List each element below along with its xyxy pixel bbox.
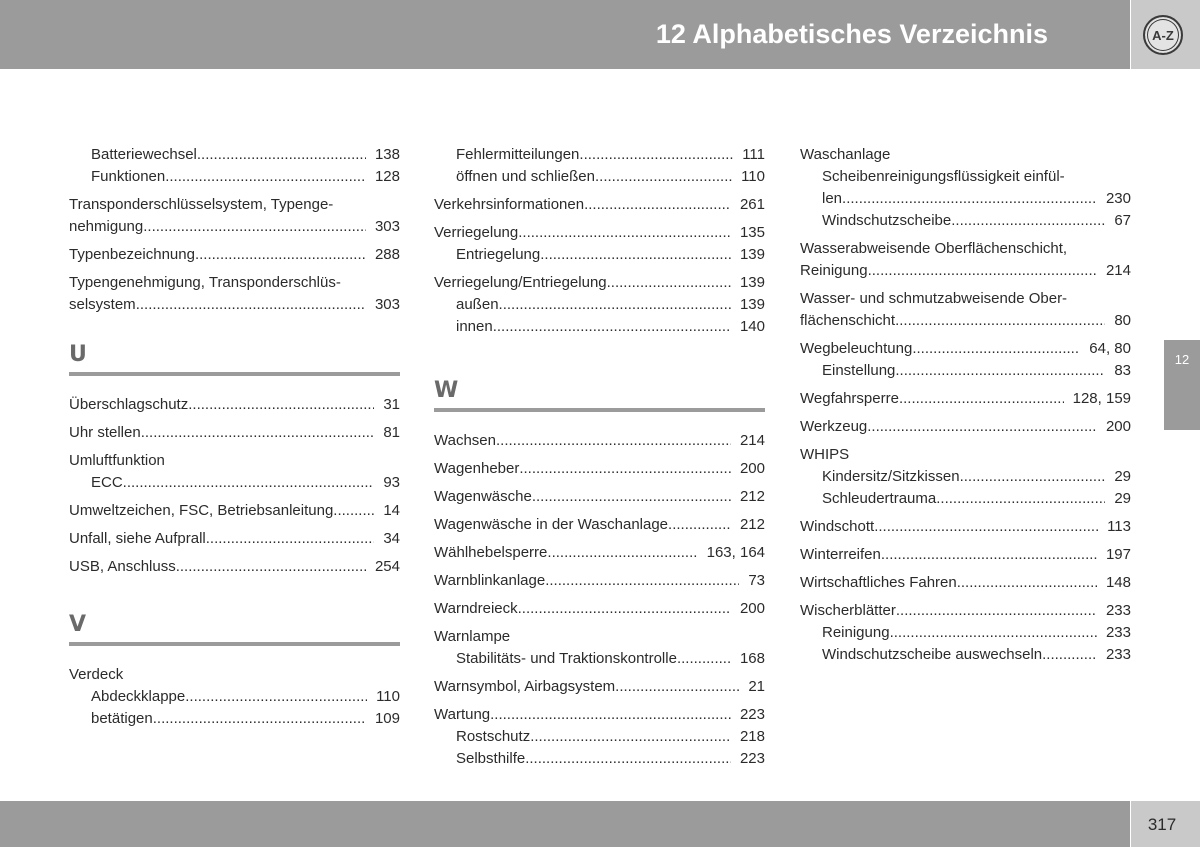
index-subentry: [69, 472, 400, 494]
index-entry: [800, 288, 1131, 332]
entry-page-ref[interactable]: 197: [1105, 546, 1131, 563]
entry-term: Winterreifen: [800, 546, 881, 563]
index-entry: [434, 144, 765, 188]
entry-page-ref[interactable]: 168: [739, 650, 765, 667]
entry-page-ref[interactable]: 230: [1105, 190, 1131, 207]
entry-term: ECC: [91, 474, 123, 491]
dot-leader: [951, 210, 1105, 232]
index-entry-line: [434, 570, 765, 592]
dot-leader: [677, 648, 731, 670]
index-entry-line: [69, 556, 400, 578]
index-column-1: [69, 144, 400, 736]
entry-page-ref[interactable]: 140: [739, 318, 765, 335]
entry-page-ref[interactable]: 81: [383, 424, 400, 441]
index-entry-line: [800, 338, 1131, 360]
index-column-2: [434, 144, 765, 776]
dot-leader: [584, 194, 731, 216]
index-subentry: [800, 188, 1131, 210]
entry-term: WHIPS: [800, 446, 850, 463]
index-entry: [434, 272, 765, 338]
entry-page-ref[interactable]: 80: [1114, 312, 1131, 329]
dot-leader: [895, 310, 1105, 332]
entry-term: Uhr stellen: [69, 424, 141, 441]
index-entry-line: [69, 216, 400, 238]
dot-leader: [493, 316, 731, 338]
dot-leader: [496, 430, 731, 452]
entry-term: Umluftfunktion: [69, 452, 165, 469]
entry-term: Selbsthilfe: [456, 750, 526, 767]
index-entry-line: [434, 272, 765, 294]
index-entry: [69, 144, 400, 188]
index-entry-line: [69, 528, 400, 550]
entry-term: Wagenwäsche in der Waschanlage: [434, 516, 669, 533]
index-entry-line: [69, 244, 400, 266]
entry-page-ref[interactable]: 64, 80: [1089, 340, 1131, 357]
dot-leader: [176, 556, 366, 578]
dot-leader: [895, 360, 1105, 382]
entry-term: Wasserabweisende Oberflächenschicht,: [800, 240, 1068, 257]
index-subentry: [434, 166, 765, 188]
entry-page-ref[interactable]: 109: [374, 710, 400, 727]
index-entry-line: [434, 222, 765, 244]
entry-term: Funktionen: [91, 168, 166, 185]
entry-page-ref[interactable]: 261: [739, 196, 765, 213]
entry-page-ref[interactable]: 110: [741, 168, 765, 185]
dot-leader: [874, 516, 1098, 538]
index-entry-line: [69, 294, 400, 316]
header-bar: [0, 0, 1130, 69]
index-entry-line: [800, 416, 1131, 438]
index-entry: [69, 422, 400, 444]
index-column-3: [800, 144, 1131, 672]
index-subentry: [800, 644, 1131, 666]
dot-leader: [518, 222, 731, 244]
dot-leader: [165, 166, 366, 188]
index-entry: [434, 458, 765, 480]
index-entry: [800, 516, 1131, 538]
index-entry-line: [434, 430, 765, 452]
dot-leader: [143, 216, 366, 238]
dot-leader: [197, 144, 366, 166]
dot-leader: [579, 144, 733, 166]
entry-term: Reinigung: [800, 262, 868, 279]
index-subentry: [434, 316, 765, 338]
index-entry: [434, 430, 765, 452]
dot-leader: [668, 514, 731, 536]
index-entry: [800, 600, 1131, 666]
entry-page-ref[interactable]: 214: [739, 432, 765, 449]
entry-page-ref[interactable]: 138: [374, 146, 400, 163]
entry-page-ref[interactable]: 135: [739, 224, 765, 241]
entry-page-ref[interactable]: 254: [374, 558, 400, 575]
index-entry: [434, 194, 765, 216]
page-number: 317: [1147, 815, 1177, 834]
entry-page-ref[interactable]: 288: [374, 246, 400, 263]
entry-term: Kindersitz/Sitzkissen: [822, 468, 960, 485]
index-subentry: [69, 708, 400, 730]
dot-leader: [960, 466, 1106, 488]
entry-term: Wasser- und schmutzabweisende Ober-: [800, 290, 1068, 307]
entry-term: len.: [822, 190, 847, 207]
dot-leader: [881, 544, 1097, 566]
dot-leader: [607, 272, 731, 294]
entry-page-ref[interactable]: 113: [1107, 518, 1131, 535]
entry-term: selsystem: [69, 296, 136, 313]
index-entry: [800, 544, 1131, 566]
dot-leader: [532, 486, 731, 508]
index-entry-line: [434, 486, 765, 508]
chapter-tab-label: 12: [1174, 352, 1190, 367]
dot-leader: [136, 294, 366, 316]
index-entry: [434, 704, 765, 770]
dot-leader: [206, 528, 375, 550]
dot-leader: [123, 472, 375, 494]
entry-page-ref[interactable]: 200: [739, 600, 765, 617]
index-subentry: [800, 466, 1131, 488]
index-entry-line: [69, 394, 400, 416]
entry-term: Wählhebelsperre: [434, 544, 548, 561]
index-entry: [69, 664, 400, 730]
entry-term: Wagenheber: [434, 460, 520, 477]
dot-leader: [890, 622, 1097, 644]
dot-leader: [530, 726, 731, 748]
section-divider: [69, 642, 400, 646]
chapter-tab[interactable]: [1164, 340, 1200, 430]
entry-term: Werkzeug: [800, 418, 868, 435]
entry-term: Verdeck: [69, 666, 124, 683]
entry-term: Warnblinkanlage: [434, 572, 546, 589]
index-entry: [800, 416, 1131, 438]
entry-term: nehmigung: [69, 218, 144, 235]
entry-term: Unfall, siehe Aufprall: [69, 530, 206, 547]
index-entry: [69, 194, 400, 238]
dot-leader: [490, 704, 731, 726]
dot-leader: [547, 542, 697, 564]
index-entry-line: [800, 310, 1131, 332]
index-entry-line: [800, 600, 1131, 622]
entry-page-ref[interactable]: 139: [739, 274, 765, 291]
entry-page-ref[interactable]: 223: [739, 706, 765, 723]
index-entry-line: [800, 388, 1131, 410]
entry-term: Windschott: [800, 518, 875, 535]
dot-leader: [185, 686, 367, 708]
entry-page-ref[interactable]: 34: [383, 530, 400, 547]
az-index-icon: A-Z: [1143, 15, 1183, 55]
entry-term: Typengenehmigung, Transponderschlüs-: [69, 274, 341, 291]
entry-page-ref[interactable]: 21: [748, 678, 765, 695]
entry-term: Scheibenreinigungsflüssigkeit einfül-: [822, 168, 1065, 185]
entry-page-ref[interactable]: 200: [1105, 418, 1131, 435]
entry-page-ref[interactable]: 233: [1105, 602, 1131, 619]
entry-term: Rostschutz: [456, 728, 531, 745]
entry-page-ref[interactable]: 139: [739, 296, 765, 313]
dot-leader: [936, 488, 1105, 510]
entry-term: Windschutzscheibe: [822, 212, 952, 229]
dot-leader: [333, 500, 374, 522]
index-entry: [800, 238, 1131, 282]
index-entry: [434, 542, 765, 564]
index-entry: [69, 394, 400, 416]
index-entry-line: [800, 544, 1131, 566]
entry-term: USB, Anschluss: [69, 558, 176, 575]
entry-term: flächenschicht: [800, 312, 896, 329]
entry-term: Wachsen: [434, 432, 496, 449]
entry-page-ref[interactable]: 111: [742, 146, 765, 163]
index-subentry: [800, 488, 1131, 510]
index-subentry: [800, 622, 1131, 644]
entry-term: Überschlagschutz: [69, 396, 189, 413]
entry-term: Verriegelung/Entriegelung: [434, 274, 607, 291]
index-entry: [434, 514, 765, 536]
entry-page-ref[interactable]: 212: [739, 516, 765, 533]
dot-leader: [195, 244, 366, 266]
footer-bar: [0, 801, 1130, 847]
entry-term: Abdeckklappe: [91, 688, 186, 705]
dot-leader: [899, 388, 1064, 410]
entry-term: Fehlermitteilungen: [456, 146, 580, 163]
entry-term: Wagenwäsche: [434, 488, 532, 505]
index-entry-line: [434, 704, 765, 726]
entry-page-ref[interactable]: 223: [739, 750, 765, 767]
index-entry: [434, 222, 765, 266]
dot-leader: [912, 338, 1080, 360]
dot-leader: [1042, 644, 1097, 666]
index-subentry: [434, 648, 765, 670]
entry-page-ref[interactable]: 93: [383, 474, 400, 491]
entry-page-ref[interactable]: 214: [1105, 262, 1131, 279]
dot-leader: [141, 422, 375, 444]
index-entry: [800, 388, 1131, 410]
index-entry-line: [800, 572, 1131, 594]
index-subentry: [434, 244, 765, 266]
index-subentry: [434, 748, 765, 770]
index-entry: [69, 556, 400, 578]
section-letter-u: U: [69, 342, 88, 367]
entry-page-ref[interactable]: 218: [739, 728, 765, 745]
entry-term: Waschanlage: [800, 146, 891, 163]
index-entry: [434, 570, 765, 592]
dot-leader: [896, 600, 1097, 622]
index-subentry: [434, 726, 765, 748]
dot-leader: [957, 572, 1097, 594]
dot-leader: [868, 260, 1097, 282]
section-divider: [434, 408, 765, 412]
index-entry: [434, 486, 765, 508]
entry-term: Wegfahrsperre: [800, 390, 899, 407]
index-subentry: [434, 294, 765, 316]
dot-leader: [518, 598, 731, 620]
entry-page-ref[interactable]: 29: [1114, 468, 1131, 485]
entry-term: Verkehrsinformationen: [434, 196, 585, 213]
index-entry-line: [434, 542, 765, 564]
entry-term: Umweltzeichen, FSC, Betriebsanleitung: [69, 502, 334, 519]
entry-page-ref[interactable]: 128, 159: [1072, 390, 1131, 407]
index-entry: [434, 626, 765, 670]
entry-term: öffnen und schließen: [456, 168, 595, 185]
entry-term: außen: [456, 296, 499, 313]
index-subentry: [434, 144, 765, 166]
index-entry-line: [434, 676, 765, 698]
section-letter-w: W: [434, 378, 460, 403]
index-entry: [800, 144, 1131, 232]
dot-leader: [153, 708, 366, 730]
entry-term: Entriegelung: [456, 246, 541, 263]
dot-leader: [188, 394, 374, 416]
index-subentry: [69, 144, 400, 166]
section-divider: [69, 372, 400, 376]
dot-leader: [519, 458, 731, 480]
index-entry: [800, 572, 1131, 594]
index-entry-line: [800, 516, 1131, 538]
entry-page-ref[interactable]: 303: [374, 218, 400, 235]
index-entry-line: [69, 422, 400, 444]
dot-leader: [595, 166, 732, 188]
entry-term: Reinigung: [822, 624, 890, 641]
index-entry: [69, 528, 400, 550]
entry-page-ref[interactable]: 110: [376, 688, 400, 705]
index-entry: [800, 444, 1131, 510]
entry-page-ref[interactable]: 148: [1105, 574, 1131, 591]
entry-term: Windschutzscheibe auswechseln: [822, 646, 1043, 663]
entry-term: Verriegelung: [434, 224, 519, 241]
entry-page-ref[interactable]: 139: [739, 246, 765, 263]
entry-term: Wirtschaftliches Fahren: [800, 574, 957, 591]
index-entry-line: [434, 194, 765, 216]
entry-term: Schleudertrauma: [822, 490, 937, 507]
entry-term: Stabilitäts- und Traktionskontrolle: [456, 650, 677, 667]
index-subentry: [69, 166, 400, 188]
dot-leader: [615, 676, 739, 698]
section-letter-v: V: [69, 612, 88, 637]
entry-term: Warnsymbol, Airbagsystem: [434, 678, 616, 695]
index-entry: [434, 598, 765, 620]
index-entry: [800, 338, 1131, 382]
index-entry: [434, 676, 765, 698]
entry-page-ref[interactable]: 73: [748, 572, 765, 589]
dot-leader: [545, 570, 739, 592]
entry-page-ref[interactable]: 67: [1114, 212, 1131, 229]
entry-term: innen: [456, 318, 493, 335]
entry-page-ref[interactable]: 212: [739, 488, 765, 505]
index-entry-line: [434, 598, 765, 620]
entry-page-ref[interactable]: 233: [1105, 646, 1131, 663]
entry-term: Typenbezeichnung: [69, 246, 195, 263]
entry-term: Transponderschlüsselsystem, Typenge-: [69, 196, 334, 213]
index-entry-line: [69, 500, 400, 522]
entry-term: Wartung: [434, 706, 491, 723]
dot-leader: [867, 416, 1097, 438]
entry-page-ref[interactable]: 303: [374, 296, 400, 313]
index-entry-line: [800, 260, 1131, 282]
index-subentry: [800, 210, 1131, 232]
index-subentry: [800, 360, 1131, 382]
entry-term: Wegbeleuchtung: [800, 340, 913, 357]
entry-term: Warnlampe: [434, 628, 511, 645]
entry-term: Einstellung: [822, 362, 896, 379]
entry-page-ref[interactable]: 163, 164: [706, 544, 765, 561]
dot-leader: [846, 188, 1097, 210]
entry-page-ref[interactable]: 200: [739, 460, 765, 477]
entry-page-ref[interactable]: 128: [374, 168, 400, 185]
entry-page-ref[interactable]: 31: [383, 396, 400, 413]
entry-term: betätigen: [91, 710, 153, 727]
entry-term: Warndreieck: [434, 600, 518, 617]
index-subentry: [69, 686, 400, 708]
index-entry: [69, 500, 400, 522]
entry-page-ref[interactable]: 83: [1114, 362, 1131, 379]
dot-leader: [525, 748, 731, 770]
entry-term: Batteriewechsel: [91, 146, 197, 163]
entry-page-ref[interactable]: 233: [1105, 624, 1131, 641]
index-entry-line: [434, 514, 765, 536]
page-title: 12 Alphabetisches Verzeichnis: [655, 19, 1048, 49]
entry-page-ref[interactable]: 14: [383, 502, 400, 519]
index-entry: [69, 272, 400, 316]
index-entry: [69, 244, 400, 266]
index-entry-line: [434, 458, 765, 480]
dot-leader: [499, 294, 731, 316]
entry-term: Wischerblätter: [800, 602, 896, 619]
entry-page-ref[interactable]: 29: [1114, 490, 1131, 507]
index-entry: [69, 450, 400, 494]
dot-leader: [540, 244, 731, 266]
